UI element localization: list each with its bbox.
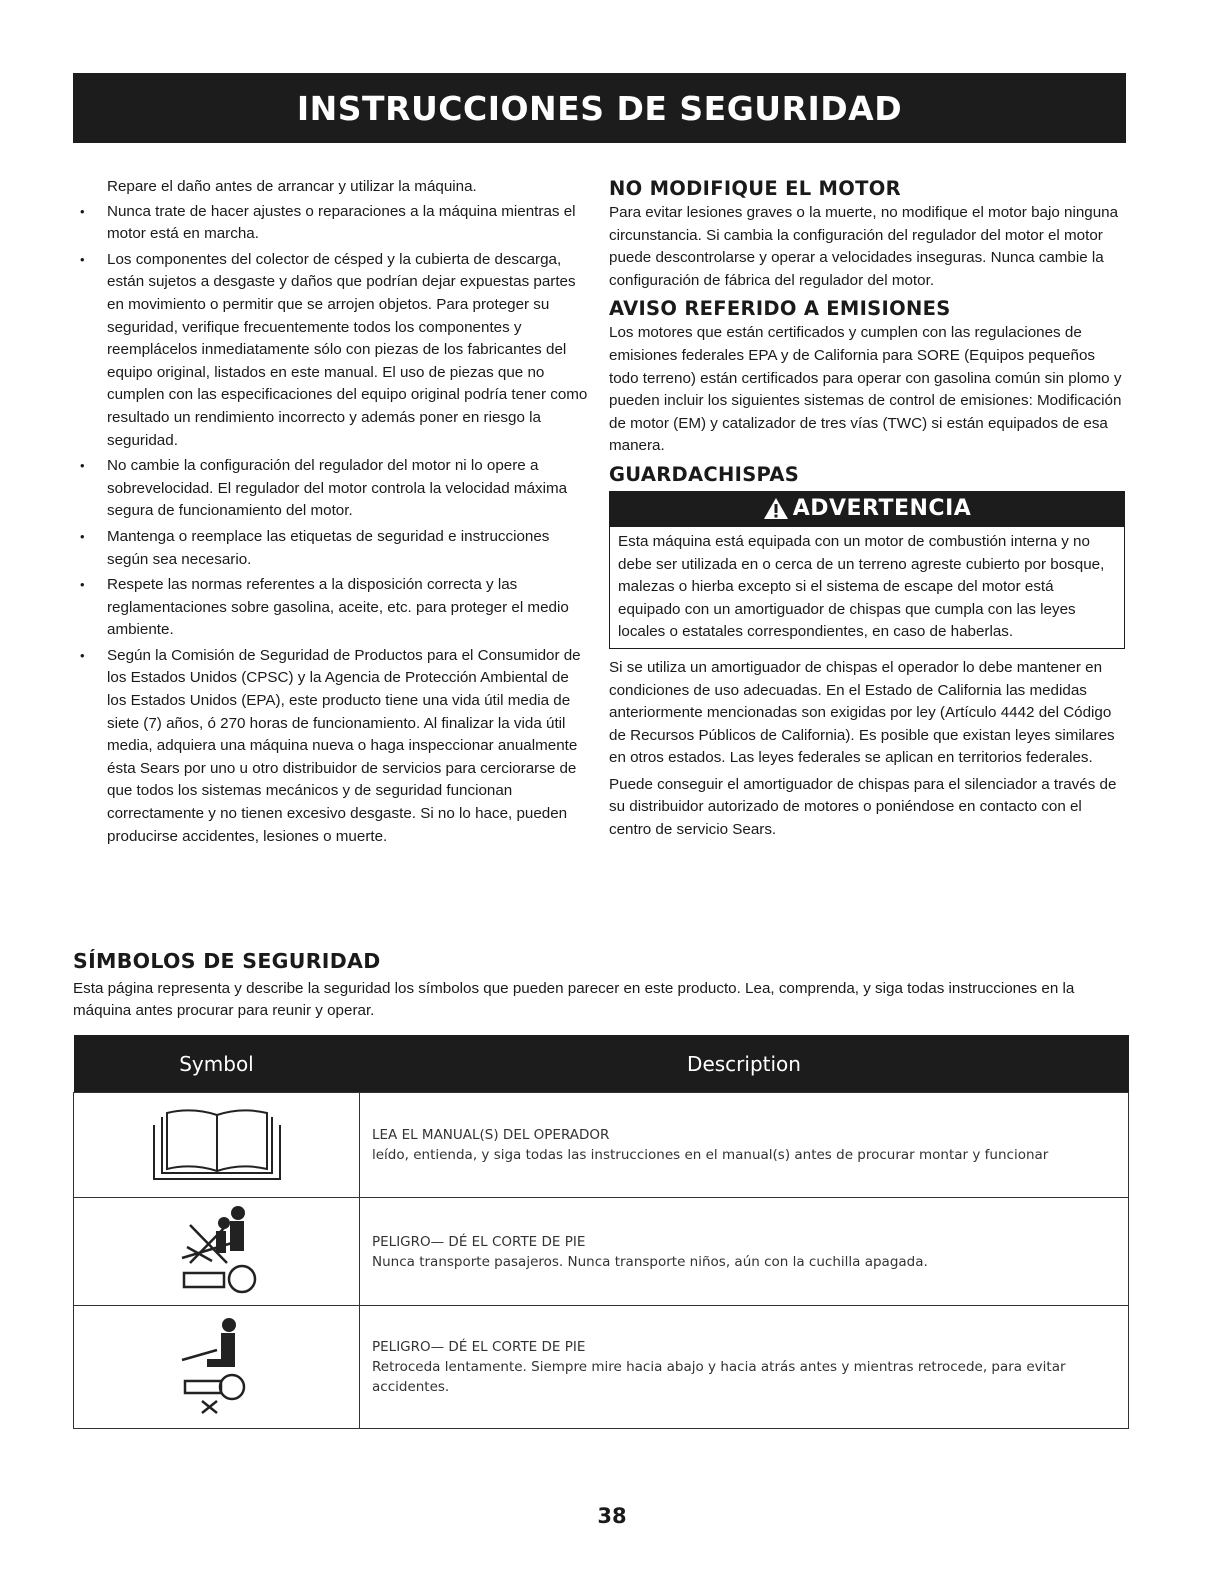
spark-arrester-text: Si se utiliza un amortiguador de chispas el operador lo debe mantener en condiciones de uso adecuadas. En el Estado de California las medidas anteriormente mencionadas son exigidas por ley (Artículo 4442 del Código de Recursos Públicos de California). Es posible que existan leyes similares en otros estados. Las leyes federales se aplican en territorios federales.: [609, 658, 1115, 767]
reverse-icon: [177, 1315, 257, 1415]
list-item: • Según la Comisión de Seguridad de Productos para el Consumidor de los Estados Unidos (CPSC) y la Agencia de Protección Ambiental de los Estados Unidos (EPA), este producto tiene una vida útil media de siete (7) años, ó 270 horas de funcionamiento. Al finalizar la vida útil media, adquiera una máquina nueva o haga inspeccionar anualmente ésta Sears por uno u otro distribuidor de servicios para cerciorarse de que todos los sistemas mecánicos y de seguridad funcionan correctamente y no tienen excesivo desgaste. Si no lo hace, pueden producirse accidentes, lesiones o muerte.: [80, 645, 590, 848]
lead-text: Repare el daño antes de arrancar y utilizar la máquina.: [107, 178, 477, 195]
list-item: • Respete las normas referentes a la disposición correcta y las reglamentaciones sobre gasolina, aceite, etc. para proteger el medio ambiente.: [80, 574, 590, 642]
symbol-cell: [74, 1198, 360, 1306]
warning-label: ADVERTENCIA: [792, 495, 972, 521]
page-title: INSTRUCCIONES DE SEGURIDAD: [296, 88, 903, 128]
page-number: 38: [597, 1504, 627, 1528]
symbol-cell: [74, 1306, 360, 1429]
description-cell: [360, 1198, 1129, 1306]
emisiones-text: Los motores que están certificados y cumplen con las regulaciones de emisiones federales EPA y de California para SORE (Equipos pequeños todo terreno) están certificados para operar con gasolina común sin plomo y pueden incluir los siguientes sistemas de control de emisiones: Modificación de motor (EM) y catalizador de tres vías (TWC) si están equipados de esa manera.: [609, 324, 1122, 455]
warning-box: [609, 527, 1125, 649]
list-item: • Mantenga o reemplace las etiquetas de seguridad e instrucciones según sea necesario.: [80, 526, 590, 571]
symbols-table: [73, 1035, 1129, 1429]
symbols-heading: SÍMBOLOS DE SEGURIDAD: [73, 949, 381, 973]
table-row: [74, 1198, 1129, 1306]
guardachispas-heading: GUARDACHISPAS: [609, 462, 800, 486]
description-column-header: Description: [360, 1035, 1129, 1093]
symbol-text: leído, entienda, y siga todas las instrucciones en el manual(s) antes de procurar montar y funcionar: [372, 1147, 1049, 1163]
list-item: • Los componentes del colector de césped y la cubierta de descarga, están sujetos a desgaste y daños que podrían dejar expuestas partes en movimiento o permitir que se arrojen objetos. Para proteger su seguridad, verifique frecuentemente todos los componentes y reemplácelos inmediatamente sólo con piezas de los fabricantes del equipo original, listados en este manual. El uso de piezas que no cumplen con las especificaciones del equipo original podría tener como resultado un rendimiento incorrecto y además poner en riesgo la seguridad.: [80, 249, 590, 452]
description-cell: [360, 1306, 1129, 1429]
table-row: [74, 1093, 1129, 1198]
symbol-title: LEA EL MANUAL(S) DEL OPERADOR: [372, 1127, 610, 1143]
no-passengers-icon: [172, 1203, 262, 1295]
motor-text: Para evitar lesiones graves o la muerte, no modifique el motor bajo ninguna circunstancia. Si cambia la configuración del regulador del motor el motor puede descontrolarse y operar a velocidades inseguras. Nunca cambie la configuración de fábrica del regulador del motor.: [609, 204, 1119, 289]
symbol-column-header: Symbol: [74, 1035, 360, 1093]
table-header-row: [74, 1035, 1129, 1093]
symbol-title: PELIGRO— DÉ EL CORTE DE PIE: [372, 1233, 586, 1250]
symbol-cell: [74, 1093, 360, 1198]
emisiones-heading: AVISO REFERIDO A EMISIONES: [609, 297, 951, 321]
book-icon: [142, 1103, 292, 1183]
page-banner: [73, 73, 1126, 143]
right-column: [609, 176, 1125, 846]
list-item: • Nunca trate de hacer ajustes o reparaciones a la máquina mientras el motor está en marcha.: [80, 201, 590, 246]
symbols-intro: Esta página representa y describe la seguridad los símbolos que pueden parecer en este producto. Lea, comprenda, y siga todas instrucciones en la máquina antes procurar para reunir y operar.: [73, 980, 1075, 1019]
list-item: • No cambie la configuración del regulador del motor ni lo opere a sobrevelocidad. El regulador del motor controla la velocidad máxima segura de funcionamiento del motor.: [80, 455, 590, 523]
warning-banner: [609, 491, 1125, 527]
warning-triangle-icon: [763, 497, 789, 520]
spark-arrester-contact-text: Puede conseguir el amortiguador de chispas para el silenciador a través de su distribuidor autorizado de motores o poniéndose en contacto con el centro de servicio Sears.: [609, 775, 1117, 839]
warning-text: Esta máquina está equipada con un motor de combustión interna y no debe ser utilizada en o cerca de un terreno agreste cubierto por bosque, malezas o hierba excepto si el sistema de escape del motor está equipado con un amortiguador de chispas que cumpla con las leyes locales o estatales correspondientes, en caso de haberlas.: [618, 532, 1105, 641]
table-row: [74, 1306, 1129, 1429]
symbol-title: PELIGRO— DÉ EL CORTE DE PIE: [372, 1339, 586, 1355]
symbol-text: Nunca transporte pasajeros. Nunca transporte niños, aún con la cuchilla apagada.: [372, 1253, 928, 1270]
symbol-text: Retroceda lentamente. Siempre mire hacia abajo y hacia atrás antes y mientras retrocede, para evitar accidentes.: [372, 1359, 1066, 1395]
description-cell: [360, 1093, 1129, 1198]
symbols-section: [73, 948, 1126, 1022]
left-column: [80, 176, 590, 851]
safety-bullet-list: [80, 201, 590, 849]
motor-heading: NO MODIFIQUE EL MOTOR: [609, 177, 901, 200]
